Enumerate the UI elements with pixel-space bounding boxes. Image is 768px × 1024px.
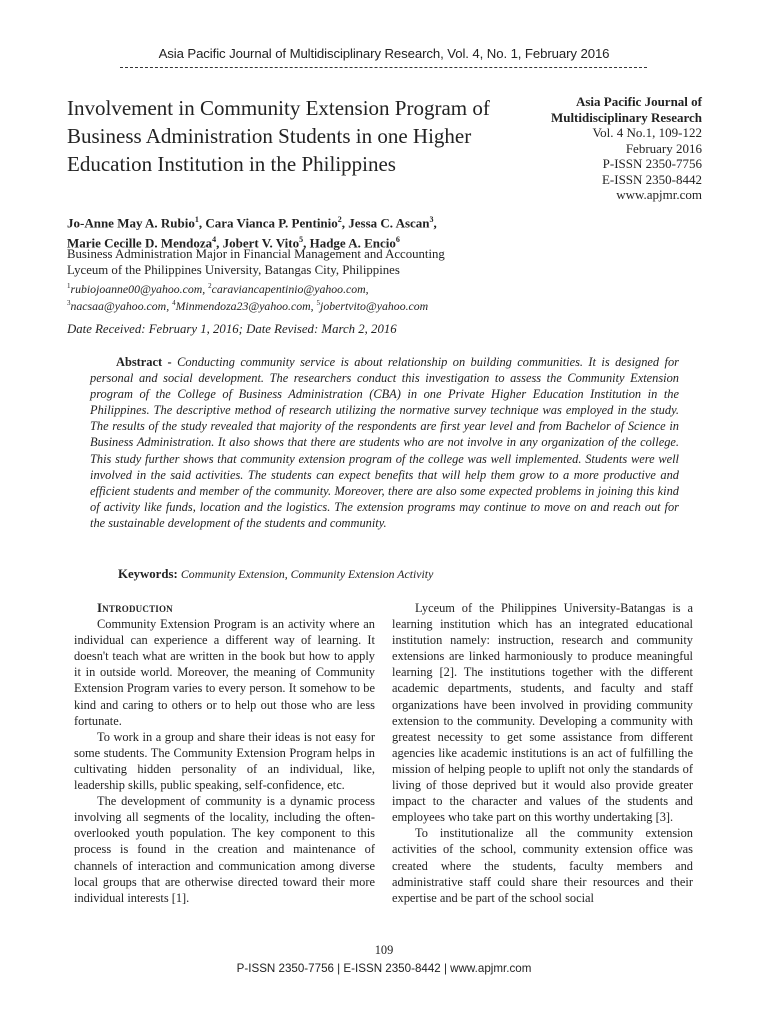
affiliation: [67, 246, 537, 278]
journal-date: February 2016: [625, 140, 702, 156]
abstract: [90, 354, 679, 531]
body-paragraph: Lyceum of the Philippines University-Batangas is a learning institution which has an integrated educational institution namely: instruction, research and community extensions are linked harmoniously to produce meaningful learning [2]. The institutions together with the different academic departments, students, and faculty and staff organizations have been involved in providing community extension to the community. Developing a community with greatest necessity to get some assistance from different agencies like academic institutions is an act of fulfilling the mission of helping people to uplift not only the standards of living of those deprived but it would also provide greater impact to the character and values of the students and employees who take part on this worthy undertaking [3].: [392, 601, 693, 825]
author-sup: 6: [395, 235, 400, 245]
email-address: nacsaa@yahoo.com,: [70, 299, 173, 314]
author-sup: 5: [299, 235, 304, 245]
journal-info-box: [472, 94, 702, 203]
date-received-revised: Date Received: February 1, 2016; Date Revised: March 2, 2016: [67, 322, 397, 336]
email-address: caraviancapentinio@yahoo.com,: [211, 281, 369, 296]
author-sup: 2: [337, 215, 342, 224]
author-name: Jo-Anne May A. Rubio: [67, 215, 195, 231]
keywords-text: Community Extension, Community Extension Activity: [180, 567, 434, 581]
affiliation-line: Lyceum of the Philippines University, Batangas City, Philippines: [67, 263, 400, 277]
journal-name-line2: Multidisciplinary Research: [550, 109, 702, 125]
email-address: Minmendoza23@yahoo.com,: [175, 299, 317, 314]
author-sup: 1: [194, 215, 199, 224]
abstract-label: Abstract -: [116, 355, 172, 369]
author-name: Cara Vianca P. Pentinio: [205, 215, 338, 231]
author-name: Jobert V. Vito: [222, 235, 300, 251]
journal-volume: Vol. 4 No.1, 109-122: [592, 125, 702, 140]
author-name: Hadge A. Encio: [309, 235, 396, 251]
email-sup: 5: [316, 299, 321, 308]
keywords: [118, 567, 433, 582]
body-paragraph: Community Extension Program is an activity where an individual can experience a different way of learning. It doesn't teach what are written in the book but how to apply it in outside world. Moreover, the meaning of Community Extension Program varies to every person. It somehow to be kind and caring to others or to help out those who are less fortunate.: [74, 617, 375, 728]
running-head: Asia Pacific Journal of Multidisciplinary Research, Vol. 4, No. 1, February 2016: [158, 46, 610, 61]
journal-eissn: E-ISSN 2350-8442: [601, 171, 702, 187]
author-sup: 3: [429, 215, 434, 224]
page-number: 109: [374, 943, 394, 957]
abstract-text: Conducting community service is about relationship on building communities. It is designed for personal and social development. The researchers conduct this investigation to assess the Community Extension program of the College of Business Administration (CBA) in one Private Higher Education Institution in the Philippines. The descriptive method of research utilizing the normative survey technique was employed in the study. The results of the study revealed that majority of the respondents are first year level and from Bachelor of Science in Business Administration. It also shows that there are students who are not involve in any organization of the college. This study further shows that community extension program of the college was well implemented. Students were well involved in the said activities. The students can expect benefits that will help them grow to a more productive and efficient students and member of the community. Moreover, there are also some expected problems in joining this kind of activity like funds, location and the logistics. The extension programs may continue to move on and reach out for the sustainable development of the students and community.: [90, 355, 679, 530]
email-address: rubiojoanne00@yahoo.com,: [70, 281, 209, 296]
author-name: Marie Cecille D. Mendoza: [67, 235, 213, 251]
body-column-left: [74, 600, 375, 906]
journal-pissn: P-ISSN 2350-7756: [602, 156, 702, 171]
header-divider: [120, 67, 647, 68]
email-sup: 2: [208, 282, 212, 290]
section-heading-introduction: Introduction: [97, 601, 173, 615]
body-paragraph: To work in a group and share their ideas is not easy for some students. The Community Extension Program helps in cultivating hidden personality of an individual, like, leadership skills, public speaking, self-confidence, etc.: [74, 729, 375, 793]
body-paragraph: To institutionalize all the community extension activities of the school, community extension office was created where the students, faculty members and administrative staff could share their resources and their expertise and be part of the school social: [392, 826, 693, 905]
email-sup: 4: [172, 299, 176, 308]
page-footer: P-ISSN 2350-7756 | E-ISSN 2350-8442 | www.apjmr.com: [236, 962, 532, 975]
author-sup: 4: [212, 235, 217, 245]
body-column-right: [392, 600, 693, 906]
email-sup: 1: [67, 282, 71, 290]
body-paragraph: The development of community is a dynamic process involving all segments of the locality, including the often-overlooked youth population. The key component to this process is found in the creation and maintenance of channels of interaction and communication among diverse local groups that are otherwise directed toward their more individual interests [1].: [74, 794, 375, 905]
email-sup: 3: [67, 299, 71, 308]
affiliation-line: Business Administration Major in Financial Management and Accounting: [67, 247, 445, 261]
paper-title: Involvement in Community Extension Program of Business Administration Students in one Higher Education Institution in the Philippines: [67, 96, 490, 176]
journal-website: www.apjmr.com: [616, 187, 702, 202]
author-name: Jessa C. Ascan: [348, 215, 430, 231]
author-emails: [67, 279, 537, 314]
keywords-label: Keywords:: [118, 567, 178, 581]
author-list: Jo-Anne May A. Rubio$^1$, Cara Vianca P. Pentinio$^2$, Jessa C. Ascan$^3$, Marie Cecille D. Mendoza$^4$, Jobert V. Vito$^5$, Hadge A. Encio$^6$: [67, 215, 437, 251]
journal-name-line1: Asia Pacific Journal of: [575, 94, 702, 109]
email-address: jobertvito@yahoo.com: [320, 299, 429, 314]
